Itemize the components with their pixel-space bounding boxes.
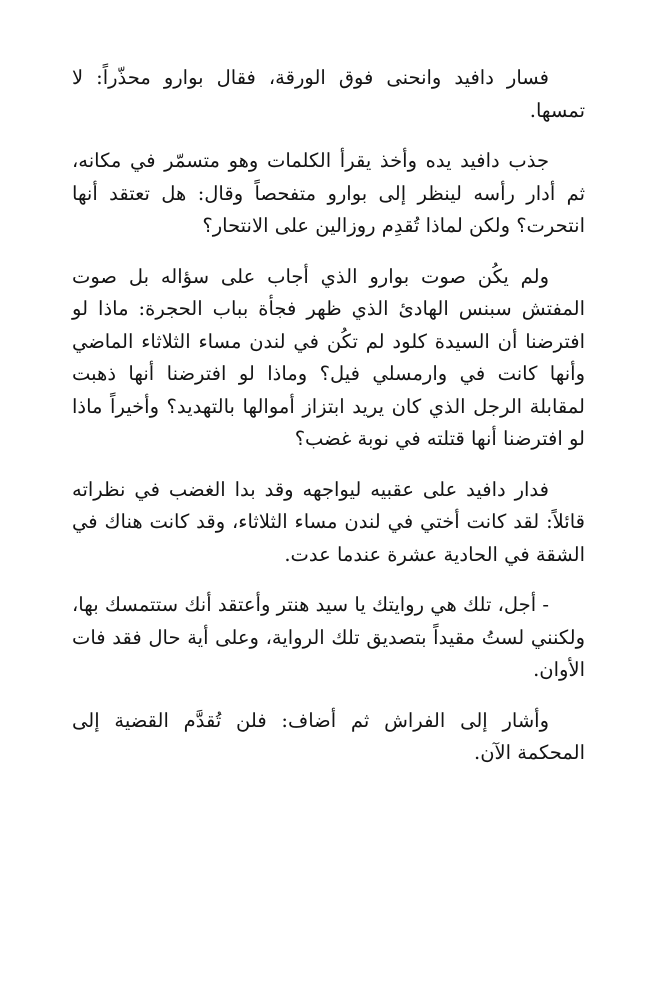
body-text xyxy=(72,62,585,770)
paragraph: ولم يكُن صوت بوارو الذي أجاب على سؤاله بل صوت المفتش سبنس الهادئ الذي ظهر فجأة بباب الحجرة: ماذا لو افترضنا أن السيدة كلود لم تكُن في لندن مساء الثلاثاء الماضي وأنها كانت في وارمسلي فيل؟ وماذا لو افترضنا أنها ذهبت لمقابلة الرجل الذي كان يريد ابتزاز أموالها بالتهديد؟ وأخيراً ماذا لو افترضنا أنها قتلته في نوبة غضب؟ xyxy=(72,264,585,450)
paragraph: وأشار إلى الفراش ثم أضاف: فلن تُقدَّم القضية إلى المحكمة الآن. xyxy=(72,708,585,764)
paragraph: فسار دافيد وانحنى فوق الورقة، فقال بوارو محذّراً: لا تمسها. xyxy=(72,66,585,122)
paragraph: - أجل، تلك هي روايتك يا سيد هنتر وأعتقد أنك ستتمسك بها، ولكنني لستُ مقيداً بتصديق تلك الرواية، وعلى أية حال فقد فات الأوان. xyxy=(72,593,585,681)
paragraph: فدار دافيد على عقبيه ليواجهه وقد بدا الغضب في نظراته قائلاً: لقد كانت أختي في لندن مساء الثلاثاء، وقد كانت هناك في الشقة في الحادية عشرة عندما عدت. xyxy=(72,477,585,566)
paragraph: جذب دافيد يده وأخذ يقرأ الكلمات وهو متسمّر في مكانه، ثم أدار رأسه لينظر إلى بوارو متفحصاً وقال: هل تعتقد أنها انتحرت؟ ولكن لماذا تُقدِم روزالين على الانتحار؟ xyxy=(72,149,585,237)
